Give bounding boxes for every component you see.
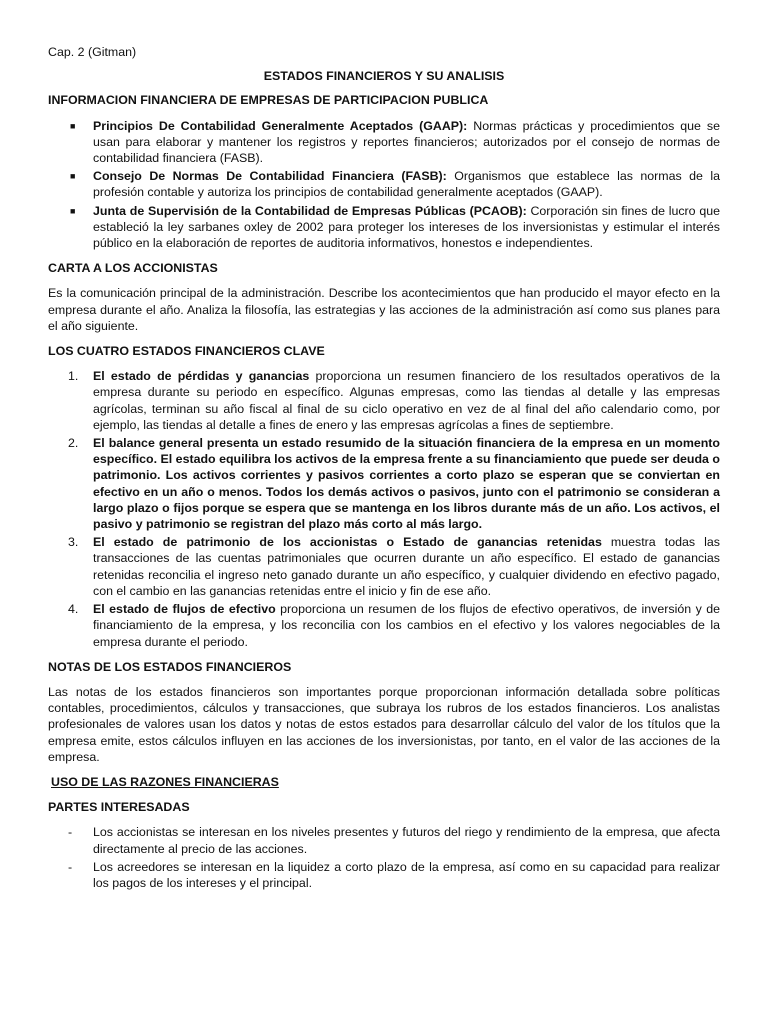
- item-number: 4.: [68, 602, 79, 617]
- item-term: Consejo De Normas De Contabilidad Financiera (FASB):: [93, 169, 447, 184]
- item-term: El estado de patrimonio de los accionistas o Estado de ganancias retenidas: [93, 535, 602, 550]
- list-item: [48, 203, 720, 252]
- section-heading-notas: NOTAS DE LOS ESTADOS FINANCIEROS: [48, 659, 292, 674]
- item-text: Organismos que establece las normas de la profesión contable y autoriza los principios de contabilidad generalmente aceptados (GAAP).: [93, 169, 721, 200]
- item-term: El balance general presenta un estado resumido de la situación financiera de la empresa en un momento específico. El estado equilibra los activos de la empresa frente a su financiamiento que puede ser deuda o patrimonio. Los activos corrientes y pasivos corrientes a corto plazo se esperan que se conviertan en efectivo en un año o menos. Todos los demás activos o pasivos, junto con el patrimonio se consideran a largo plazo o fijos porque se espera que se mantenga en los libros durante más de un año. Los activos, el pasivo y patrimonio se registran del plazo más corto al más largo.: [93, 436, 720, 532]
- principles-list: [48, 118, 720, 252]
- statements-list: [48, 368, 720, 649]
- dash-marker: -: [68, 825, 73, 840]
- document-title: ESTADOS FINANCIEROS Y SU ANALISIS: [263, 69, 505, 84]
- list-item: [48, 824, 720, 856]
- item-term: El estado de flujos de efectivo: [93, 602, 276, 617]
- section-heading-informacion: INFORMACION FINANCIERA DE EMPRESAS DE PARTICIPACION PUBLICA: [48, 93, 489, 108]
- section-heading-estados: LOS CUATRO ESTADOS FINANCIEROS CLAVE: [48, 344, 325, 359]
- item-text: Normas prácticas y procedimientos que se usan para elaborar y mantener los registros y reportes financieros; autorizados por el consejo de normas de contabilidad financiera (FASB).: [93, 118, 720, 166]
- item-text: proporciona un resumen financiero de los resultados operativos de la empresa durante su periodo en específico. Algunas empresas, como las tiendas al detalle y las empresas agrícolas, terminan su año fiscal al final de su ciclo operativo en vez de al final del año calendario como, por ejemplo, las tiendas al detalle a fines de enero y las empresas agrícolas a fines de septiembre.: [93, 369, 720, 432]
- item-term: Principios De Contabilidad Generalmente Aceptados (GAAP):: [93, 118, 468, 133]
- section-heading-razones: USO DE LAS RAZONES FINANCIERAS: [51, 774, 279, 789]
- list-item: [48, 368, 720, 433]
- square-bullet-icon: ■: [70, 120, 76, 131]
- square-bullet-icon: ■: [70, 205, 76, 216]
- item-number: 3.: [68, 535, 79, 550]
- item-text: Los accionistas se interesan en los niveles presentes y futuros del riego y rendimiento de la empresa, que afecta directamente al precio de las acciones.: [93, 825, 720, 856]
- list-item: [48, 435, 720, 532]
- list-item: [48, 534, 720, 599]
- item-text: proporciona un resumen de los flujos de efectivo operativos, de inversión y de financiamiento de la empresa, y los reconcilia con los cambios en el efectivo y los valores negociables de la empresa durante el periodo.: [93, 602, 720, 649]
- item-text: Corporación sin fines de lucro que estableció la ley sarbanes oxley de 2002 para proteger los intereses de los inversionistas y estimular el interés público en la elaboración de reportes de auditoria informativos, honestos e independientes.: [93, 203, 720, 251]
- list-item: [48, 601, 720, 650]
- stakeholders-list: [48, 824, 720, 891]
- notas-paragraph: Las notas de los estados financieros son importantes porque proporcionan información detallada sobre políticas contables, procedimientos, cálculos y transacciones, que subraya los rubros de los estados financieros. Los analistas profesionales de valores usan los datos y notas de estos estados para desarrollar cálculo del valor de los títulos que la empresa emite, estos cálculos influyen en las acciones de los inversionistas, por tanto, en el valor de las acciones de la empresa.: [48, 684, 720, 764]
- item-text: muestra todas las transacciones de las cuentas patrimoniales que ocurren durante un año específico. El estado de ganancias retenidas reconcilia el ingreso neto ganado durante un año específico, y cualquier dividendo en efectivo pagado, con el cambio en las ganancias retenidas entre el inicio y fin de ese año.: [93, 535, 720, 598]
- section-heading-partes: PARTES INTERESADAS: [48, 800, 190, 815]
- item-text: Los acreedores se interesan en la liquidez a corto plazo de la empresa, así como en su capacidad para realizar los pagos de los intereses y el principal.: [93, 859, 720, 890]
- item-term: El estado de pérdidas y ganancias: [93, 369, 310, 384]
- item-term: Junta de Supervisión de la Contabilidad de Empresas Públicas (PCAOB):: [93, 203, 527, 218]
- dash-marker: -: [68, 859, 73, 874]
- list-item: [48, 118, 720, 167]
- list-item: [48, 168, 720, 200]
- section-heading-carta: CARTA A LOS ACCIONISTAS: [48, 261, 218, 276]
- item-number: 2.: [68, 436, 79, 451]
- square-bullet-icon: ■: [70, 171, 76, 182]
- chapter-label: Cap. 2 (Gitman): [48, 45, 137, 59]
- carta-paragraph: Es la comunicación principal de la administración. Describe los acontecimientos que han producido el mayor efecto en la empresa durante el año. Analiza la filosofía, las estrategias y las acciones de la administración así como sus planes para el año siguiente.: [48, 286, 720, 333]
- item-number: 1.: [68, 369, 79, 384]
- list-item: [48, 859, 720, 891]
